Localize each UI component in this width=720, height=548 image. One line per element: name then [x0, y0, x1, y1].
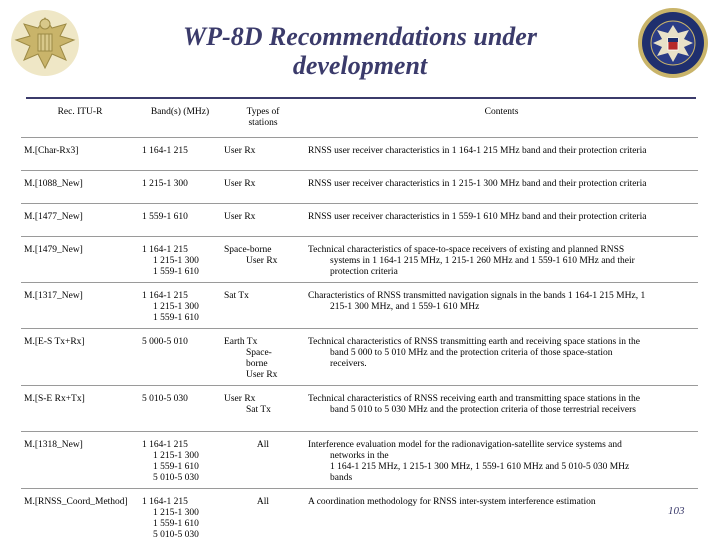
page-number: 103 — [668, 505, 685, 517]
contents-line: receivers. — [330, 358, 367, 369]
cell-contents: RNSS user receiver characteristics in 1 559-1 610 MHz band and their protection criteria — [305, 203, 698, 236]
type-line: Sat Tx — [246, 404, 271, 415]
cell-contents — [305, 488, 698, 548]
table-row — [21, 203, 698, 236]
band-line: 1 559-1 610 — [153, 312, 199, 323]
cell-contents: RNSS user receiver characteristics in 1 215-1 300 MHz band and their protection criteria — [305, 170, 698, 203]
band-line: 5 010-5 030 — [153, 472, 199, 483]
band-line: 1 215-1 300 — [153, 450, 199, 461]
cell-bands — [139, 203, 221, 236]
type-line: User Rx — [224, 211, 256, 222]
cell-types — [221, 282, 305, 328]
recommendations-table — [21, 101, 698, 548]
type-line: All — [256, 496, 270, 507]
cell-rec: M.[1477_New] — [21, 203, 139, 236]
cell-types — [221, 137, 305, 170]
contents-line: 1 164-1 215 MHz, 1 215-1 300 MHz, 1 559-1 610 MHz and 5 010-5 030 MHz — [330, 461, 630, 472]
type-line: All — [256, 439, 270, 450]
contents-line: band 5 000 to 5 010 MHz and the protection criteria of those space-station — [330, 347, 613, 358]
cell-types — [221, 236, 305, 282]
table-row — [21, 385, 698, 431]
cell-bands — [139, 282, 221, 328]
band-line: 5 010-5 030 — [142, 393, 188, 404]
cell-contents — [305, 431, 698, 488]
department-of-state-seal-icon — [636, 6, 710, 80]
contents-line: bands — [330, 472, 353, 483]
contents-line: band 5 010 to 5 030 MHz and the protection criteria of those terrestrial receivers — [330, 404, 637, 415]
type-line: Space-borne — [224, 244, 272, 255]
band-line: 1 559-1 610 — [153, 518, 199, 529]
band-line: 5 000-5 010 — [142, 336, 188, 347]
band-line: 1 164-1 215 — [142, 496, 188, 507]
type-line: Sat Tx — [224, 290, 249, 301]
header-types-line-2: stations — [248, 118, 278, 128]
cell-rec: M.[1479_New] — [21, 236, 139, 282]
header-bands: Band(s) (MHz) — [139, 101, 221, 137]
contents-line: Interference evaluation model for the radionavigation-satellite service systems and — [308, 439, 622, 450]
contents-line: Technical characteristics of space-to-space receivers of existing and planned RNSS — [308, 244, 625, 255]
contents-line: Characteristics of RNSS transmitted navigation signals in the bands 1 164-1 215 MHz, 1 — [308, 290, 646, 301]
cell-contents — [305, 328, 698, 385]
band-line: 1 559-1 610 — [153, 461, 199, 472]
cell-rec: M.[1318_New] — [21, 431, 139, 488]
contents-line: 215-1 300 MHz, and 1 559-1 610 MHz — [330, 301, 480, 312]
type-line: User Rx — [246, 255, 278, 266]
cell-bands — [139, 431, 221, 488]
title-divider — [26, 97, 696, 99]
type-line: User Rx — [224, 145, 256, 156]
table-row — [21, 170, 698, 203]
cell-rec: M.[1088_New] — [21, 170, 139, 203]
band-line: 1 164-1 215 — [142, 145, 188, 156]
contents-line: Technical characteristics of RNSS transmitting earth and receiving space stations in the — [308, 336, 640, 347]
cell-bands — [139, 488, 221, 548]
band-line: 1 164-1 215 — [142, 244, 188, 255]
cell-bands — [139, 137, 221, 170]
type-line: Space- — [246, 347, 272, 358]
slide-title-line-1: WP-8D Recommendations under — [183, 22, 537, 51]
type-line: User Rx — [224, 393, 256, 404]
band-line: 1 215-1 300 — [153, 301, 199, 312]
header-types — [221, 101, 305, 137]
cell-types — [221, 203, 305, 236]
band-line: 5 010-5 030 — [153, 529, 199, 540]
cell-rec: M.[S-E Rx+Tx] — [21, 385, 139, 431]
cell-bands — [139, 385, 221, 431]
contents-line: networks in the — [330, 450, 389, 461]
type-line: Earth Tx — [224, 336, 258, 347]
table-row — [21, 236, 698, 282]
band-line: 1 559-1 610 — [142, 211, 188, 222]
table-row — [21, 137, 698, 170]
cell-contents — [305, 385, 698, 431]
cell-types — [221, 488, 305, 548]
table-row — [21, 431, 698, 488]
band-line: 1 215-1 300 — [153, 255, 199, 266]
contents-line: Technical characteristics of RNSS receiving earth and transmitting space stations in the — [308, 393, 640, 404]
type-line: borne — [246, 358, 268, 369]
type-line: User Rx — [246, 369, 278, 380]
header-types-line-1: Types of — [246, 107, 280, 117]
table-row — [21, 328, 698, 385]
cell-rec: M.[1317_New] — [21, 282, 139, 328]
table-row — [21, 282, 698, 328]
slide-title — [100, 22, 620, 80]
cell-rec: M.[RNSS_Coord_Method] — [24, 496, 128, 507]
cell-contents — [305, 236, 698, 282]
contents-line: systems in 1 164-1 215 MHz, 1 215-1 260 MHz and 1 559-1 610 MHz and their — [330, 255, 635, 266]
band-line: 1 215-1 300 — [142, 178, 188, 189]
cell-rec: M.[Char-Rx3] — [21, 137, 139, 170]
cell-bands — [139, 328, 221, 385]
band-line: 1 559-1 610 — [153, 266, 199, 277]
contents-line: A coordination methodology for RNSS inter-system interference estimation — [308, 496, 596, 507]
cell-contents — [305, 282, 698, 328]
band-line: 1 164-1 215 — [142, 439, 188, 450]
band-line: 1 164-1 215 — [142, 290, 188, 301]
cell-types — [221, 385, 305, 431]
table-row — [21, 488, 698, 548]
cell-types — [221, 328, 305, 385]
header-rec: Rec. ITU-R — [21, 101, 139, 137]
band-line: 1 215-1 300 — [153, 507, 199, 518]
cell-types — [221, 431, 305, 488]
contents-line: protection criteria — [330, 266, 398, 277]
cell-rec: M.[E-S Tx+Rx] — [21, 328, 139, 385]
header-contents: Contents — [305, 101, 698, 137]
table-header-row — [21, 101, 698, 137]
eagle-seal-icon — [8, 6, 82, 80]
cell-bands — [139, 170, 221, 203]
cell-bands — [139, 236, 221, 282]
cell-types — [221, 170, 305, 203]
cell-contents: RNSS user receiver characteristics in 1 164-1 215 MHz band and their protection criteria — [305, 137, 698, 170]
type-line: User Rx — [224, 178, 256, 189]
slide-title-line-2: development — [292, 51, 428, 80]
